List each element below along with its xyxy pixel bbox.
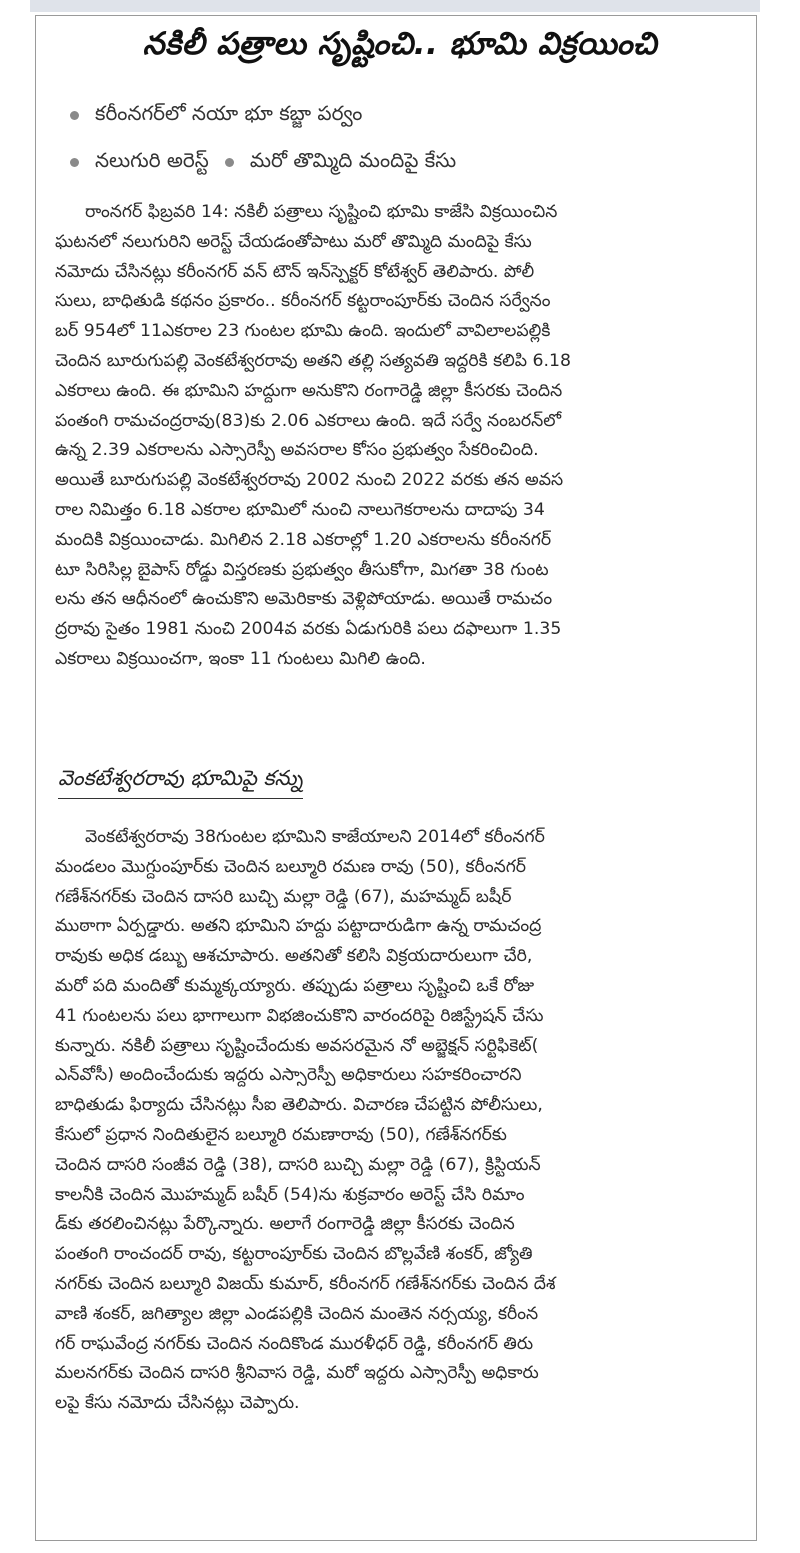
text-line: కాలనీకి చెందిన మొహమ్మద్ బషీర్ (54)ను శుక్రవారం అరెస్ట్ చేసి రిమాం [55, 1184, 525, 1205]
text-line: రాల నిమిత్తం 6.18 ఎకరాల భూమిలో నుంచి నాలుగెకరాలను దాదాపు 34 [55, 499, 545, 520]
text-line: నగర్‌కు చెందిన బల్మూరి విజయ్ కుమార్, కరీంనగర్ గణేశ్‌నగర్‌కు చెందిన దేశ [55, 1273, 556, 1294]
text-line: అయితే బూరుగుపల్లి వెంకటేశ్వరరావు 2002 నుంచి 2022 వరకు తన అవస [55, 470, 564, 491]
text-line: చెందిన దాసరి సంజీవ రెడ్డి (38), దాసరి బుచ్చి మల్లా రెడ్డి (67), క్రిస్టియన్ [55, 1154, 541, 1175]
text-line: మరో పది మందితో కుమ్మక్కయ్యారు. తప్పుడు పత్రాలు సృష్టించి ఒకే రోజు [55, 975, 535, 996]
text-line: మందికి విక్రయించాడు. మిగిలిన 2.18 ఎకరాల్లో 1.20 ఎకరాలను కరీంనగర్ [55, 529, 552, 550]
text-line: వెంకటేశ్వరరావు 38గుంటల భూమిని కాజేయాలని 2014లో కరీంనగర్ [85, 827, 545, 847]
text-line: బర్ 954లో 11ఎకరాల 23 గుంటల భూమి ఉంది. ఇందులో వావిలాలపల్లికి [55, 321, 551, 342]
text-line: మండలం మొగ్దుంపూర్‌కు చెందిన బల్మూరి రమణ రావు (50), కరీంనగర్ [55, 856, 527, 877]
text-line: డ్‌కు తరలించినట్లు పేర్కొన్నారు. అలాగే రంగారెడ్డి జిల్లా కీసరకు చెందిన [55, 1214, 515, 1235]
text-line: రాంనగర్ ఫిబ్రవరి 14: నకిలీ పత్రాలు సృష్టించి భూమి కాజేసి విక్రయించిన [85, 202, 558, 222]
article-paragraph-1 [55, 198, 755, 675]
text-line: బాధితుడు ఫిర్యాదు చేసినట్లు సీఐ తెలిపారు. విచారణ చేపట్టిన పోలీసులు, [55, 1095, 543, 1116]
text-line: చెందిన బూరుగుపల్లి వెంకటేశ్వరరావు అతని తల్లి సత్యవతి ఇద్దరికి కలిపి 6.18 [55, 350, 572, 371]
text-line: కేసులో ప్రధాన నిందితులైన బల్మూరి రమణారావు (50), గణేశ్‌నగర్‌కు [55, 1124, 507, 1145]
text-line: ముఠాగా ఏర్పడ్డారు. అతని భూమిని హద్దు పట్టాదారుడిగా ఉన్న రామచంద్ర [55, 916, 542, 937]
text-line: వాణి శంకర్, జగిత్యాల జిల్లా ఎండపల్లికి చెందిన మంతెన నర్సయ్య, కరీంన [55, 1303, 539, 1324]
article-subheading: వెంకటేశ్వరరావు భూమిపై కన్ను [58, 766, 303, 799]
bullet-dot-icon [225, 158, 234, 167]
text-line: గర్ రాఘవేంద్ర నగర్‌కు చెందిన నందికొండ మురళీధర్ రెడ్డి, కరీంనగర్ తిరు [55, 1333, 534, 1354]
text-line: కున్నారు. నకిలీ పత్రాలు సృష్టించేందుకు అవసరమైన నో అబ్జెక్షన్ సర్టిఫికెట్( [55, 1035, 539, 1056]
bullet-item [70, 92, 730, 139]
text-line: సులు, బాధితుడి కథనం ప్రకారం.. కరీంనగర్ కట్టరాంపూర్‌కు చెందిన సర్వేనం [55, 291, 551, 312]
text-line: లను తన ఆధీనంలో ఉంచుకొని అమెరికాకు వెళ్లిపోయాడు. అయితే రామచం [55, 589, 553, 610]
text-line: మలనగర్‌కు చెందిన దాసరి శ్రీనివాస రెడ్డి, మరో ఇద్దరు ఎస్సారెస్పీ అధికారు [55, 1363, 539, 1384]
bullet-dot-icon [70, 158, 79, 167]
bullet-text: మరో తొమ్మిది మందిపై కేసు [249, 148, 457, 172]
text-line: ఎన్‌వోసీ) అందించేందుకు ఇద్దరు ఎస్సారెస్పీ అధికారులు సహకరించారని [55, 1065, 522, 1086]
text-line: పంతంగి రామచంద్రరావు(83)కు 2.06 ఎకరాలు ఉంది. ఇదే సర్వే నంబరన్‌లో [55, 410, 562, 431]
bullet-item [70, 139, 730, 186]
top-band [30, 0, 760, 12]
text-line: ఉన్న 2.39 ఎకరాలను ఎస్సారెస్పీ అవసరాల కోసం ప్రభుత్వం సేకరించింది. [55, 440, 539, 461]
text-line: గణేశ్‌నగర్‌కు చెందిన దాసరి బుచ్చి మల్లా రెడ్డి (67), మహమ్మద్ బషీర్ [55, 886, 512, 907]
text-line: 41 గుంటలను పలు భాగాలుగా విభజించుకొని వారందరిపై రిజిస్ట్రేషన్ చేసు [55, 1005, 544, 1026]
bullet-text: నలుగురి అరెస్ట్ [95, 148, 209, 172]
article-headline: నకిలీ పత్రాలు సృష్టించి.. భూమి విక్రయించి [142, 26, 658, 62]
text-line: రావుకు అధిక డబ్బు ఆశచూపారు. అతనితో కలిసి విక్రయదారులుగా చేరి, [55, 946, 533, 967]
text-line: నమోదు చేసినట్లు కరీంనగర్ వన్ టౌన్ ఇన్‌స్పెక్టర్ కోటేశ్వర్ తెలిపారు. పోలీ [55, 261, 535, 282]
text-line: ద్రరావు సైతం 1981 నుంచి 2004వ వరకు ఏడుగురికి పలు దఫాలుగా 1.35 [55, 619, 562, 640]
bullet-text: కరీంనగర్‌లో నయా భూ కబ్జా పర్వం [95, 101, 363, 125]
text-line: ఘటనలో నలుగురిని అరెస్ట్ చేయడంతోపాటు మరో తొమ్మిది మందిపై కేసు [55, 231, 532, 252]
bullet-list [70, 92, 730, 186]
bullet-dot-icon [70, 111, 79, 120]
text-line: ఎకరాలు విక్రయించగా, ఇంకా 11 గుంటలు మిగిలి ఉంది. [55, 648, 426, 669]
text-line: ఎకరాలు ఉంది. ఈ భూమిని హద్దుగా అనుకొని రంగారెడ్డి జిల్లా కీసరకు చెందిన [55, 380, 563, 401]
text-line: పంతంగి రాంచందర్ రావు, కట్టరాంపూర్‌కు చెందిన బొల్లవేణి శంకర్, జ్యోతి [55, 1244, 533, 1265]
text-line: టూ సిరిసిల్ల బైపాస్ రోడ్డు విస్తరణకు ప్రభుత్వం తీసుకోగా, మిగతా 38 గుంట [55, 559, 549, 580]
article-paragraph-2 [55, 823, 755, 1419]
text-line: లపై కేసు నమోదు చేసినట్లు చెప్పారు. [55, 1393, 300, 1414]
